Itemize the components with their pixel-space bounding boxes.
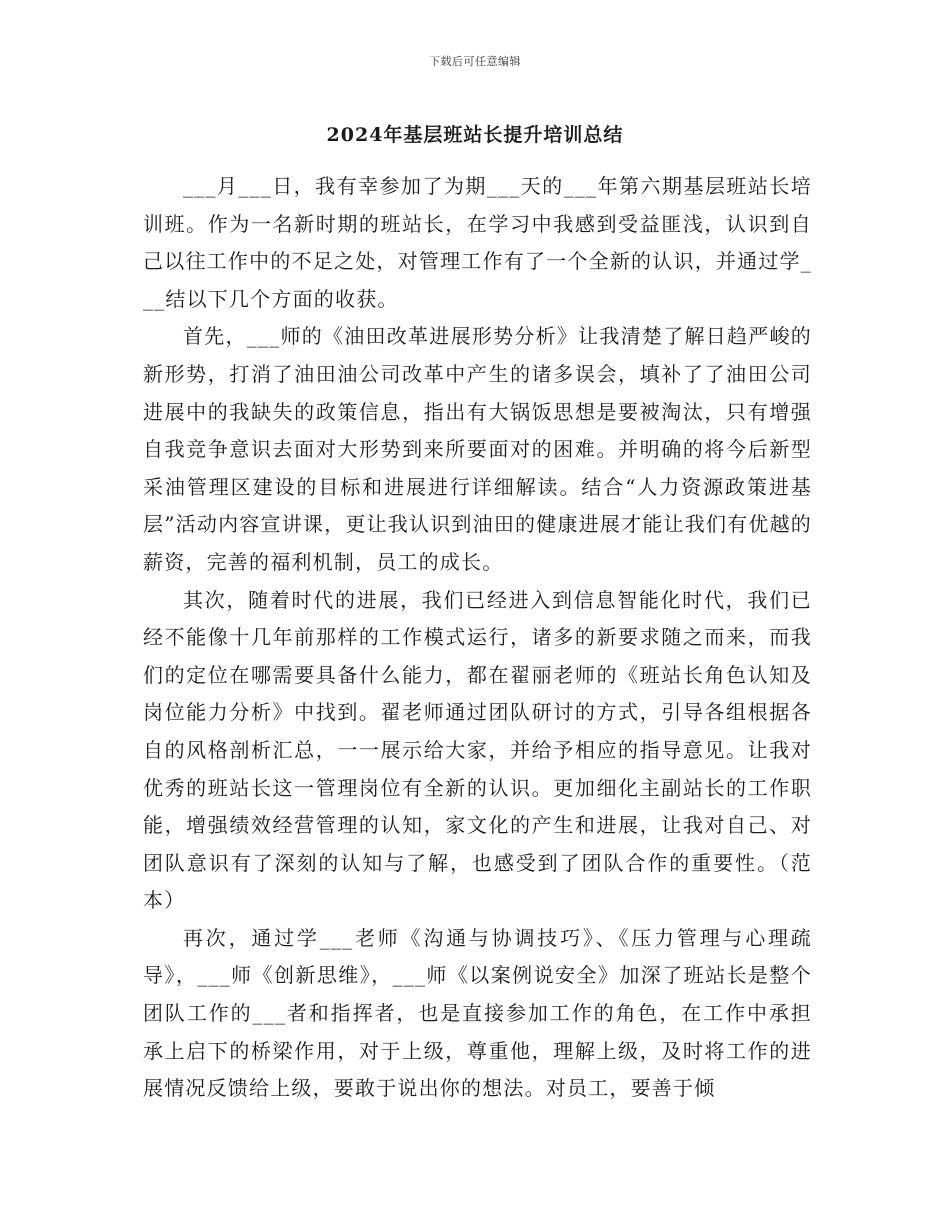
paragraph-2: 首先，___师的《油田改革进展形势分析》让我清楚了解日趋严峻的新形势，打消了油田油公司改革中产生的诸多误会，填补了了油田公司进展中的我缺失的政策信息，指出有大锅饭思想是要被淘汰，只有增强自我竞争意识去面对大形势到来所要面对的困难。并明确的将今后新型采油管理区建设的目标和进展进行详细解读。结合“人力资源政策进基层”活动内容宣讲课，更让我认识到油田的健康进展才能让我们有优越的薪资，完善的福利机制，员工的成长。 — [143, 324, 812, 574]
document-title: 2024年基层班站长提升培训总结 — [326, 124, 624, 146]
paragraph-3: 其次，随着时代的进展，我们已经进入到信息智能化时代，我们已经不能像十几年前那样的工作模式运行，诸多的新要求随之而来，而我们的定位在哪需要具备什么能力，都在翟丽老师的《班站长角色认知及岗位能力分析》中找到。翟老师通过团队研讨的方式，引导各组根据各自的风格剖析汇总，一一展示给大家，并给予相应的指导意见。让我对优秀的班站长这一管理岗位有全新的认识。更加细化主副站长的工作职能，增强绩效经营管理的认知，家文化的产生和进展，让我对自己、对团队意识有了深刻的认知与了解，也感受到了团队合作的重要性。（范本） — [143, 587, 812, 913]
paragraph-4: 再次，通过学___老师《沟通与协调技巧》、《压力管理与心理疏导》，___师《创新思维》，___师《以案例说安全》加深了班站长是整个团队工作的___者和指挥者，也是直接参加工作的角色，在工作中承担承上启下的桥梁作用，对于上级，尊重他，理解上级，及时将工作的进展情况反馈给上级，要敢于说出你的想法。对员工，要善于倾 — [143, 925, 812, 1101]
header-note: 下载后可任意编辑 — [429, 55, 521, 68]
paragraph-1: ___月___日，我有幸参加了为期___天的___年第六期基层班站长培训班。作为一名新时期的班站长，在学习中我感到受益匪浅，认识到自己以往工作中的不足之处，对管理工作有了一个全新的认识，并通过学___结以下几个方面的收获。 — [143, 174, 812, 311]
document-body — [143, 168, 812, 1108]
